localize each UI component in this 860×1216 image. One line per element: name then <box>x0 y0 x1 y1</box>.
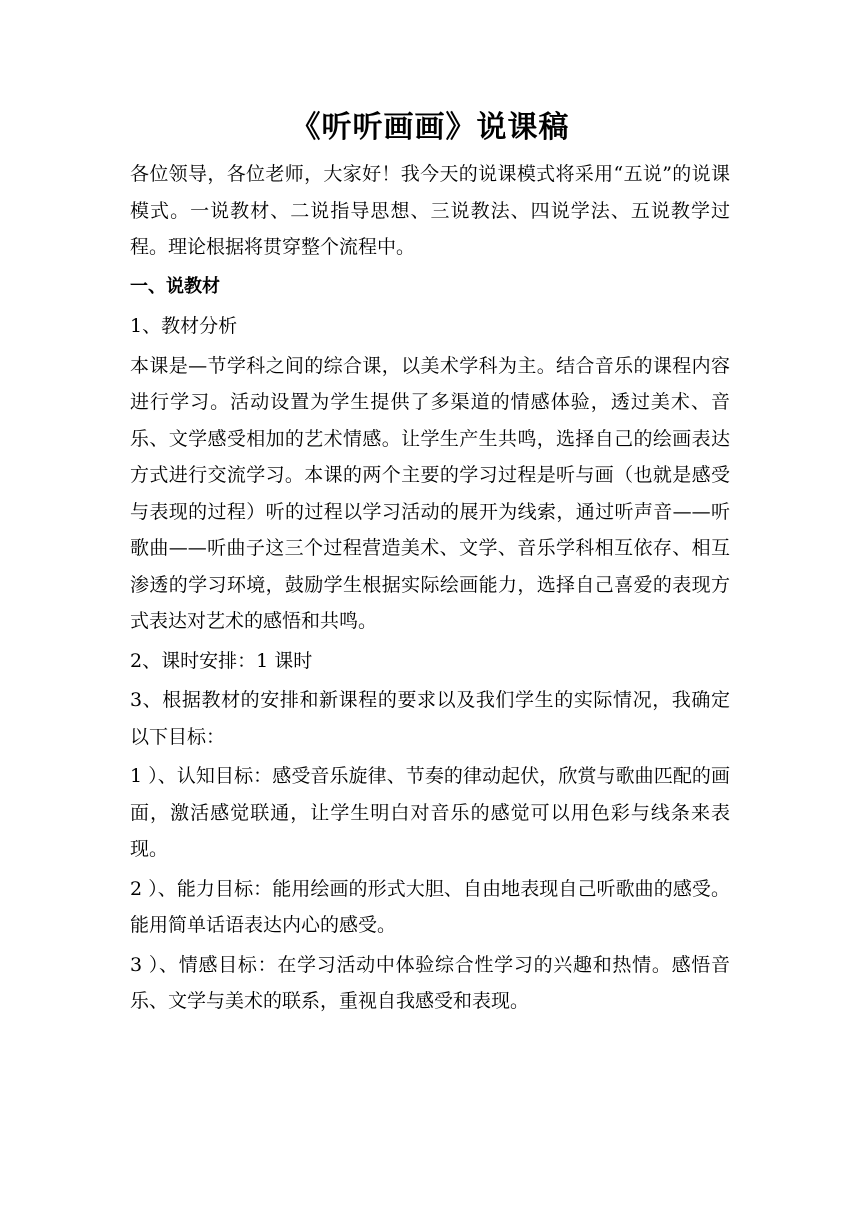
objectives-intro-paragraph: 3、根据教材的安排和新课程的要求以及我们学生的实际情况，我确定以下目标： <box>130 689 730 748</box>
subheading-textbook-analysis: 1、教材分析 <box>130 315 238 337</box>
class-hours-line: 2、课时安排：1 课时 <box>130 649 313 672</box>
textbook-analysis-paragraph: 本课是—节学科之间的综合课，以美术学科为主。结合音乐的课程内容进行学习。活动设置为学生提供了多渠道的情感体验，透过美术、音乐、文学感受相加的艺术情感。让学生产生共鸣，选择自己的绘画表达方式进行交流学习。本课的两个主要的学习过程是听与画（也就是感受与表现的过程）听的过程以学习活动的展开为线索，通过听声音——听歌曲——听曲子这三个过程营造美术、文学、音乐学科相互依存、相互渗透的学习环境，鼓励学生根据实际绘画能力，选择自己喜爱的表现方式表达对艺术的感悟和共鸣。 <box>130 354 730 632</box>
section-heading-textbook: 一、说教材 <box>130 275 220 297</box>
document-page <box>130 100 730 1020</box>
intro-paragraph: 各位领导，各位老师，大家好！我今天的说课模式将采用“五说”的说课模式。一说教材、二说指导思想、三说教法、四说学法、五说教学过程。理论根据将贯穿整个流程中。 <box>130 163 730 258</box>
goal-cognitive: 1 ）、认知目标：感受音乐旋律、节奏的律动起伏，欣赏与歌曲匹配的画面，激活感觉联通，让学生明白对音乐的感觉可以用色彩与线条来表现。 <box>130 765 730 860</box>
goal-emotion: 3 ）、情感目标：在学习活动中体验综合性学习的兴趣和热情。感悟音乐、文学与美术的联系，重视自我感受和表现。 <box>130 953 730 1012</box>
document-title: 《听听画画》说课稿 <box>290 110 570 145</box>
goal-ability: 2 ）、能力目标：能用绘画的形式大胆、自由地表现自己听歌曲的感受。能用简单话语表达内心的感受。 <box>130 877 730 936</box>
